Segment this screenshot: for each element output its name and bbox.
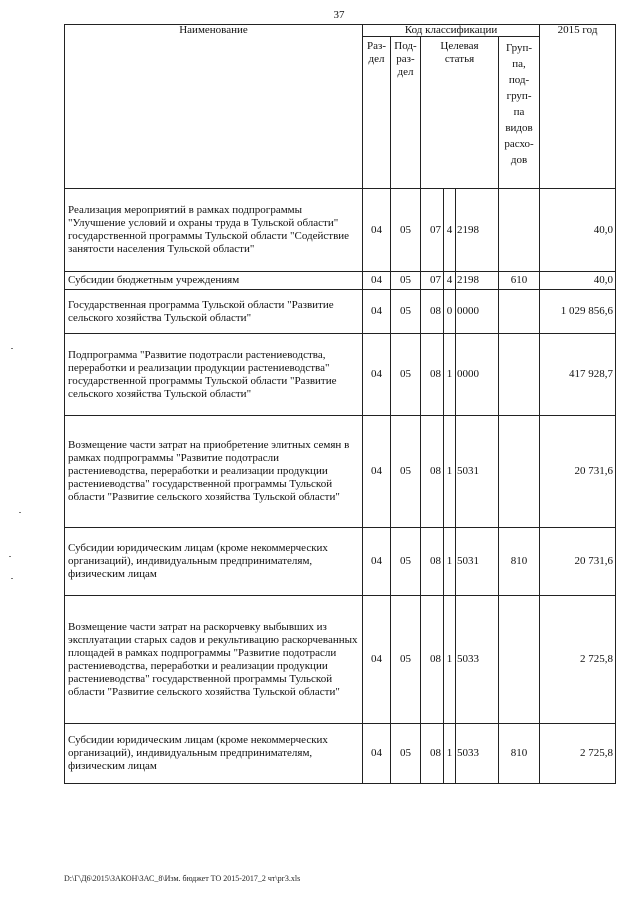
row-subsection: 05 <box>391 416 421 528</box>
row-target-program: 07 <box>421 189 444 272</box>
page-number: 37 <box>333 9 345 21</box>
row-section: 04 <box>363 416 391 528</box>
table-row <box>65 724 616 784</box>
budget-table <box>64 24 616 784</box>
table-row <box>65 272 616 290</box>
header-section: Раз- дел <box>363 37 391 189</box>
row-expense-group: 810 <box>499 724 540 784</box>
row-expense-group <box>499 416 540 528</box>
row-amount: 40,0 <box>540 189 616 272</box>
scan-speck <box>11 578 13 579</box>
table-row <box>65 528 616 596</box>
header-name: Наименование <box>65 25 363 189</box>
header-year-2015: 2015 год <box>540 25 616 189</box>
row-target-direction: 0000 <box>456 334 499 416</box>
row-name: Возмещение части затрат на раскорчевку выбывших из эксплуатации старых садов и рекультивацию раскорчеванных площадей в рамках подпрограммы "Развитие подотрасли растениеводства, переработки и реализации продукции растениеводства" государственной программы Тульской области "Развитие сельского хозяйства Тульской области" <box>65 596 363 724</box>
row-section: 04 <box>363 189 391 272</box>
row-expense-group <box>499 189 540 272</box>
table-row <box>65 189 616 272</box>
row-section: 04 <box>363 290 391 334</box>
table-row <box>65 596 616 724</box>
row-amount: 40,0 <box>540 272 616 290</box>
footer-file-path: D:\Г\Д6\2015\ЗАКОН\ЗАС_8\Изм. бюджет ТО 2015-2017_2 чт\рг3.xls <box>64 874 301 883</box>
row-target-direction: 5033 <box>456 724 499 784</box>
row-section: 04 <box>363 596 391 724</box>
row-target-program: 08 <box>421 528 444 596</box>
row-target-program: 08 <box>421 724 444 784</box>
row-target-subprogram: 1 <box>444 334 456 416</box>
row-name: Субсидии юридическим лицам (кроме некоммерческих организаций), индивидуальным предпринимателям, физическим лицам <box>65 528 363 596</box>
row-amount: 20 731,6 <box>540 528 616 596</box>
table-row <box>65 290 616 334</box>
row-name: Подпрограмма "Развитие подотрасли растениеводства, переработки и реализации продукции растениеводства" государственной программы Тульской области "Развитие сельского хозяйства Тульской области" <box>65 334 363 416</box>
row-target-direction: 5031 <box>456 528 499 596</box>
row-name: Субсидии бюджетным учреждениям <box>65 272 363 290</box>
scan-speck <box>9 556 11 557</box>
row-target-direction: 2198 <box>456 189 499 272</box>
row-target-program: 08 <box>421 334 444 416</box>
row-amount: 417 928,7 <box>540 334 616 416</box>
row-expense-group <box>499 290 540 334</box>
row-target-direction: 0000 <box>456 290 499 334</box>
row-subsection: 05 <box>391 272 421 290</box>
row-target-subprogram: 1 <box>444 528 456 596</box>
row-section: 04 <box>363 272 391 290</box>
row-amount: 1 029 856,6 <box>540 290 616 334</box>
header-row-top <box>65 25 616 37</box>
row-name: Возмещение части затрат на приобретение элитных семян в рамках подпрограммы "Развитие подотрасли растениеводства, переработки и реализации продукции растениеводства" государственной программы Тульской области "Развитие сельского хозяйства Тульской области" <box>65 416 363 528</box>
row-name: Субсидии юридическим лицам (кроме некоммерческих организаций), индивидуальным предпринимателям, физическим лицам <box>65 724 363 784</box>
row-target-subprogram: 4 <box>444 272 456 290</box>
row-target-subprogram: 1 <box>444 724 456 784</box>
row-subsection: 05 <box>391 189 421 272</box>
row-target-program: 08 <box>421 290 444 334</box>
row-target-subprogram: 0 <box>444 290 456 334</box>
row-subsection: 05 <box>391 724 421 784</box>
row-amount: 20 731,6 <box>540 416 616 528</box>
row-amount: 2 725,8 <box>540 724 616 784</box>
header-classification-code: Код классификации <box>363 25 540 37</box>
row-target-subprogram: 1 <box>444 416 456 528</box>
row-target-direction: 5031 <box>456 416 499 528</box>
row-subsection: 05 <box>391 528 421 596</box>
row-section: 04 <box>363 528 391 596</box>
row-expense-group: 810 <box>499 528 540 596</box>
row-target-direction: 2198 <box>456 272 499 290</box>
table-row <box>65 416 616 528</box>
row-target-subprogram: 4 <box>444 189 456 272</box>
header-target-article: Целевая статья <box>421 37 499 189</box>
row-subsection: 05 <box>391 334 421 416</box>
row-expense-group <box>499 334 540 416</box>
row-target-direction: 5033 <box>456 596 499 724</box>
row-target-program: 08 <box>421 596 444 724</box>
row-expense-group <box>499 596 540 724</box>
row-expense-group: 610 <box>499 272 540 290</box>
row-section: 04 <box>363 334 391 416</box>
header-subsection: Под- раз- дел <box>391 37 421 189</box>
row-amount: 2 725,8 <box>540 596 616 724</box>
row-section: 04 <box>363 724 391 784</box>
row-name: Государственная программа Тульской области "Развитие сельского хозяйства Тульской области" <box>65 290 363 334</box>
header-expense-group: Груп- па, под- груп- па видов расхо- дов <box>499 37 540 189</box>
table-row <box>65 334 616 416</box>
row-name: Реализация мероприятий в рамках подпрограммы "Улучшение условий и охраны труда в Тульской области" государственной программы Тульской области "Содействие занятости населения Тульской области" <box>65 189 363 272</box>
row-target-program: 08 <box>421 416 444 528</box>
row-subsection: 05 <box>391 596 421 724</box>
row-subsection: 05 <box>391 290 421 334</box>
scan-speck <box>11 348 13 349</box>
row-target-subprogram: 1 <box>444 596 456 724</box>
scan-speck <box>19 512 21 513</box>
row-target-program: 07 <box>421 272 444 290</box>
